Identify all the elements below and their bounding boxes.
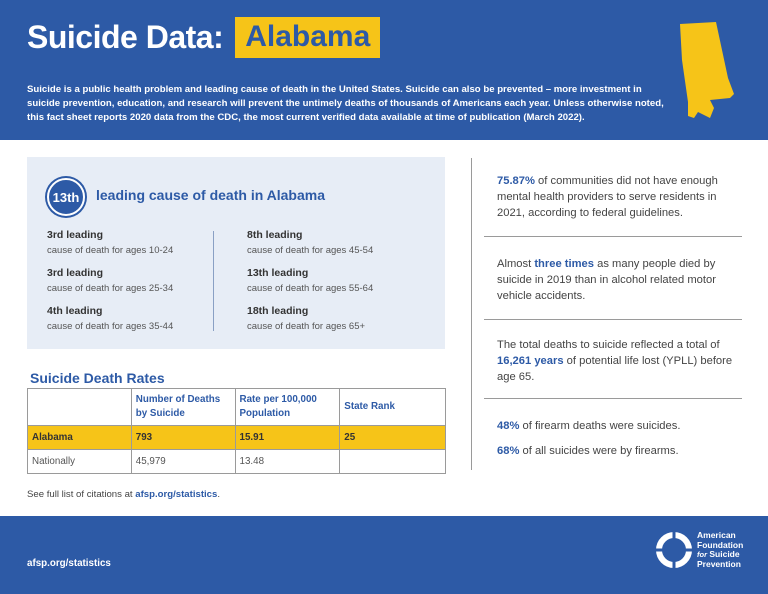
org-name-line: Prevention bbox=[697, 558, 741, 569]
table-cell bbox=[340, 450, 446, 474]
org-name-line: Foundation bbox=[697, 539, 744, 550]
rank-item bbox=[247, 267, 373, 305]
citation-link[interactable]: afsp.org/statistics bbox=[135, 489, 218, 500]
stat-providers bbox=[497, 173, 747, 221]
rank-item bbox=[47, 305, 173, 343]
life-ring-icon bbox=[656, 532, 692, 568]
page-title bbox=[27, 17, 380, 58]
stat-divider bbox=[484, 236, 742, 237]
stat-firearm-deaths bbox=[497, 418, 747, 434]
stat-highlight: 68% bbox=[497, 445, 520, 457]
org-name bbox=[697, 531, 743, 569]
rank-label: 8th leading bbox=[247, 229, 303, 241]
rank-desc: cause of death for ages 25-34 bbox=[47, 283, 174, 294]
rank-label: 13th leading bbox=[247, 267, 309, 279]
stat-divider bbox=[484, 319, 742, 320]
table-header-cell: Number of Deaths by Suicide bbox=[131, 389, 235, 426]
stat-highlight: 75.87% bbox=[497, 175, 535, 187]
table-header-cell: State Rank bbox=[340, 389, 446, 426]
table-row bbox=[28, 426, 446, 450]
stat-text: as many people died by suicide in 2019 than in alcohol related motor vehicle accidents. bbox=[497, 258, 716, 302]
rank-desc: cause of death for ages 65+ bbox=[247, 321, 366, 332]
org-name-for: for bbox=[697, 550, 707, 559]
stat-alcohol-comparison bbox=[497, 256, 747, 304]
title-text: Suicide Data: bbox=[27, 19, 224, 55]
citation-prefix: See full list of citations at bbox=[27, 489, 136, 500]
citation-suffix: . bbox=[217, 489, 221, 500]
intro-paragraph: Suicide is a public health problem and leading cause of death in the United States. Suicide can also be prevented – more investment in suicide prevention, education, and research will prevent the untimely deaths of thousands of Americans each year. Unless otherwise noted, this fact sheet reports 2020 data from the CDC, the most current verified data available at time of publication (March 2022). bbox=[27, 84, 664, 123]
leading-cause-panel bbox=[27, 157, 445, 349]
rank-desc: cause of death for ages 10-24 bbox=[47, 245, 174, 256]
rates-title: Suicide Death Rates bbox=[30, 370, 165, 386]
rank-divider bbox=[213, 231, 214, 331]
rank-item bbox=[47, 229, 173, 267]
stat-pre: Almost bbox=[497, 258, 535, 270]
table-cell: 793 bbox=[131, 426, 235, 450]
org-name-word: Suicide bbox=[709, 549, 740, 559]
table-cell: 13.48 bbox=[235, 450, 340, 474]
stat-divider bbox=[484, 398, 742, 399]
stat-ypll bbox=[497, 337, 747, 385]
afsp-logo bbox=[656, 531, 743, 569]
rank-desc: cause of death for ages 55-64 bbox=[247, 283, 374, 294]
stat-highlight: 16,261 years bbox=[497, 355, 564, 367]
rank-column-left bbox=[47, 229, 173, 343]
death-rates-table bbox=[27, 388, 446, 474]
rank-label: 4th leading bbox=[47, 305, 103, 317]
table-cell: 45,979 bbox=[131, 450, 235, 474]
org-name-line: American bbox=[697, 530, 736, 540]
stat-text: of all suicides were by firearms. bbox=[519, 445, 679, 457]
table-header-cell bbox=[28, 389, 132, 426]
rank-item bbox=[247, 305, 373, 343]
header-banner bbox=[0, 0, 768, 140]
table-row bbox=[28, 450, 446, 474]
rank-badge: 13th bbox=[47, 178, 85, 216]
stat-highlight: three times bbox=[534, 258, 595, 270]
rank-title: leading cause of death in Alabama bbox=[96, 187, 325, 203]
footer-url[interactable]: afsp.org/statistics bbox=[27, 558, 111, 569]
rank-desc: cause of death for ages 35-44 bbox=[47, 321, 174, 332]
rank-label: 18th leading bbox=[247, 305, 309, 317]
table-cell: Alabama bbox=[28, 426, 132, 450]
rank-column-right bbox=[247, 229, 373, 343]
alabama-map-icon bbox=[676, 20, 738, 120]
stat-text: of potential life lost (YPLL) before age 65. bbox=[497, 355, 733, 383]
stat-suicides-by-firearm bbox=[497, 443, 747, 459]
rank-item bbox=[47, 267, 173, 305]
table-header-cell: Rate per 100,000 Population bbox=[235, 389, 340, 426]
citation-note bbox=[27, 489, 220, 500]
state-name: Alabama bbox=[235, 17, 380, 58]
table-cell: 25 bbox=[340, 426, 446, 450]
footer-banner bbox=[0, 516, 768, 594]
stat-highlight: 48% bbox=[497, 420, 520, 432]
rank-label: 3rd leading bbox=[47, 229, 104, 241]
table-header-row bbox=[28, 389, 446, 426]
rank-label: 3rd leading bbox=[47, 267, 104, 279]
stat-text: of communities did not have enough mental health providers to serve residents in 2021, according to federal guidelines. bbox=[497, 175, 718, 219]
table-cell: 15.91 bbox=[235, 426, 340, 450]
table-cell: Nationally bbox=[28, 450, 132, 474]
rank-item bbox=[247, 229, 373, 267]
stat-pre: The total deaths to suicide reflected a total of bbox=[497, 339, 720, 351]
rank-desc: cause of death for ages 45-54 bbox=[247, 245, 374, 256]
column-divider bbox=[471, 158, 472, 470]
stat-text: of firearm deaths were suicides. bbox=[519, 420, 681, 432]
